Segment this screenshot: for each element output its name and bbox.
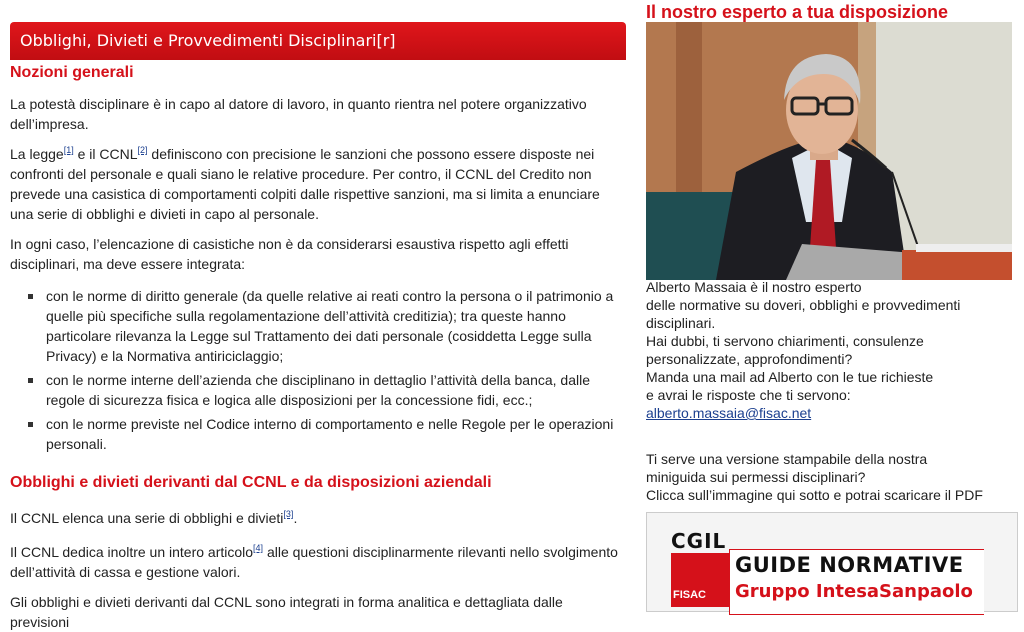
paragraph: La potestà disciplinare è in capo al datore di lavoro, in quanto rientra nel potere organizzativo dell’impresa. (10, 96, 587, 132)
guide-subtitle: Gruppo IntesaSanpaolo (735, 581, 973, 602)
print-version-text: Ti serve una versione stampabile della nostra miniguida sui permessi disciplinari? Clicca sull’immagine qui sotto e potrai scaricare il PDF (646, 451, 983, 503)
list-item: con le norme interne dell’azienda che disciplinano in dettaglio l’attività della banca, dalle regole di sicurezza fisica e logica alle disposizioni per la concessione fidi, ecc.; (24, 370, 624, 410)
page-title: Obblighi, Divieti e Provvedimenti Disciplinari[r] (10, 22, 626, 60)
expert-photo-image (646, 22, 1012, 280)
expert-email-link[interactable]: alberto.massaia@fisac.net (646, 405, 812, 421)
footnote-link-3[interactable]: [3] (283, 509, 294, 519)
obligations-list (24, 286, 624, 458)
guide-pdf-banner[interactable] (646, 512, 1018, 612)
paragraph: In ogni caso, l’elencazione di casistiche non è da considerarsi esaustiva rispetto agli effetti disciplinari, ma deve essere integrata: (10, 236, 569, 272)
paragraph: Il CCNL elenca una serie di obblighi e divieti[3]. (10, 509, 298, 526)
bullet-icon (28, 422, 33, 427)
paragraph: La legge[1] e il CCNL[2] definiscono con precisione le sanzioni che possono essere disposte nei confronti del personale e quali siano le relative procedure. Per contro, il CCNL del Credito non prevede una casistica di comportamenti colpiti dalle rispettive sanzioni, ma si limita a enunciare una serie di obblighi e divieti in capo al personale. (10, 145, 600, 222)
footnote-link-1[interactable]: [1] (63, 145, 74, 155)
expert-photo (646, 22, 1012, 280)
list-item: con le norme di diritto generale (da quelle relative ai reati contro la persona o il patrimonio a quelle più specifiche sulla regolamentazione dell’attività creditizia); tra queste hanno particolare rilevanza la Legge sul Trattamento dei dati personale (cosiddetta Legge sulla Privacy) e la Normativa antiriciclaggio; (24, 286, 624, 366)
footnote-link-4[interactable]: [4] (253, 543, 264, 553)
guide-title: GUIDE NORMATIVE (735, 553, 964, 577)
paragraph: Il CCNL dedica inoltre un intero articolo[4] alle questioni disciplinarmente rilevanti nello svolgimento dell’attività di cassa e gestione valori. (10, 543, 618, 580)
expert-info: Alberto Massaia è il nostro esperto delle normative su doveri, obblighi e provvedimenti disciplinari. Hai dubbi, ti servono chiarimenti, consulenze personalizzate, approfondimenti? Manda una mail ad Alberto con le tue richieste e avrai le risposte che ti servono: alberto.massaia@fisac.net (646, 279, 961, 421)
section-heading-general: Nozioni generali (10, 64, 134, 81)
section-heading-obligations: Obblighi e divieti derivanti dal CCNL e da disposizioni aziendali (10, 474, 492, 491)
paragraph: Gli obblighi e divieti derivanti dal CCNL sono integrati in forma analitica e dettagliata dalle previsioni (10, 594, 563, 630)
list-item: con le norme previste nel Codice interno di comportamento e nelle Regole per le operazioni personali. (24, 414, 624, 454)
fisac-logo: FISAC (673, 589, 706, 601)
cgil-logo: CGIL (671, 529, 727, 553)
footnote-link-2[interactable]: [2] (137, 145, 148, 155)
bullet-icon (28, 378, 33, 383)
sidebar (640, 0, 1024, 606)
sidebar-title: Il nostro esperto a tua disposizione (646, 2, 949, 22)
bullet-icon (28, 294, 33, 299)
